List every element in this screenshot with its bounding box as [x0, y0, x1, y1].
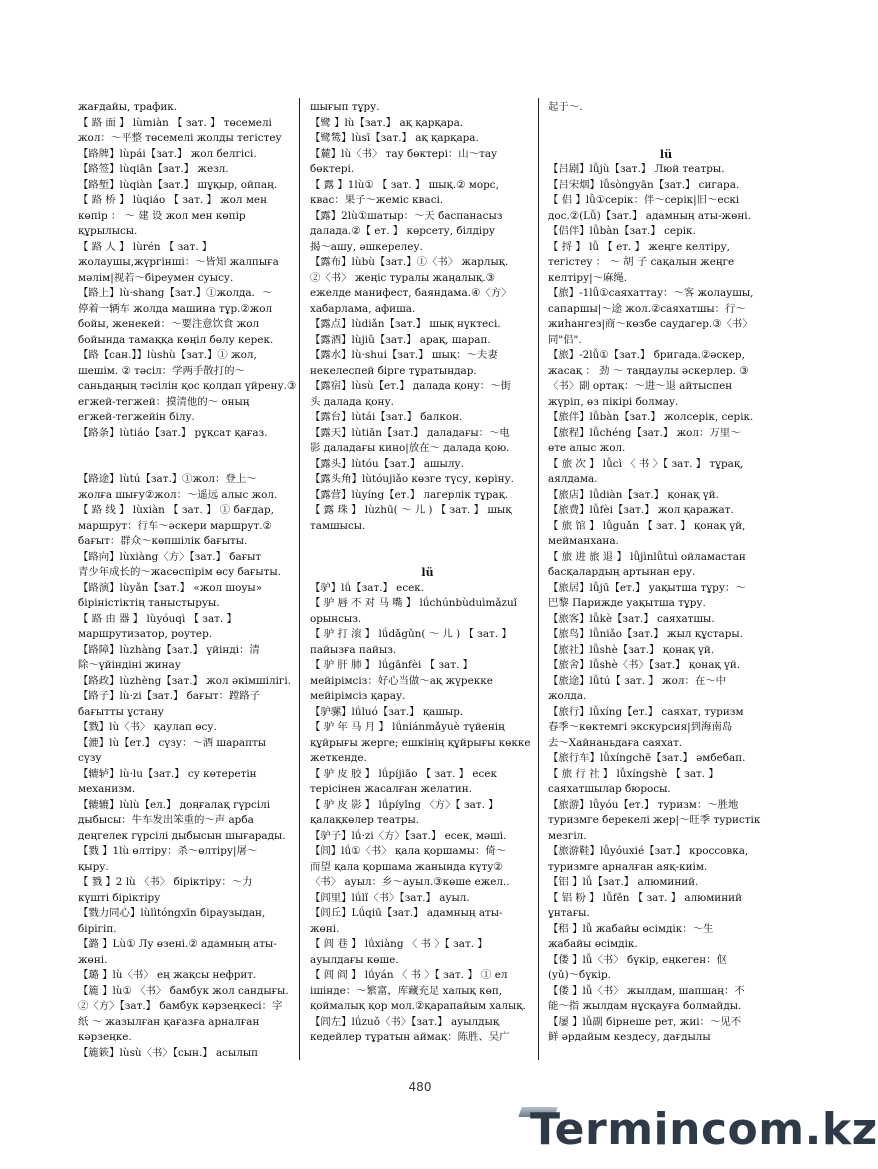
entry-line: 能～指 жылдам нұсқауға болмайды. [548, 1000, 742, 1012]
entry-line: маршрут：行车～әскери маршрут.② [78, 519, 272, 532]
entry-line: тегістеу ： ～ 胡 子 сақалын жеңге [548, 256, 735, 268]
page-number: 480 [408, 1080, 432, 1094]
entry-line: 【旅】-1lǚ①саяхаттау：～客 жолаушы, [548, 287, 754, 299]
entry-line: 【驴】lǘ【зат.】 есек. [310, 581, 425, 594]
entry-line: 【 露 】1lù① 【 зат. 】 шық.② морс, [310, 178, 499, 191]
entry-line: 【 路 线 】 lùxiàn 【 зат. 】 ① бағдар, [78, 504, 274, 516]
entry-line: 去～Хайнаньдаға саяхат. [548, 736, 683, 749]
entry-line: сапаршы|～途 жол.②саяхатшы：行～ [548, 302, 746, 315]
entry-line: 【 驴 唇 不 对 马 嘴 】 lǘchúnbùduìmǎzuǐ [310, 597, 518, 609]
entry-line: жол：～平整 төсемелі жолды тегістеу [78, 132, 282, 144]
entry-line: 【露酒】lùjiǔ【зат.】 арақ, шарап. [310, 333, 491, 346]
entry-line: 【旅店】lǚdiàn【зат.】 қонақ үй. [548, 488, 719, 501]
entry-line: 同"侣". [548, 333, 582, 346]
entry-line: деңгелек гүрсілі дыбысын шығарады. [78, 829, 286, 842]
entry-line: кедейлер тұратын аймақ：陈胜、吴广 [310, 1031, 510, 1043]
entry-line: күшті біріктіру [78, 891, 161, 904]
entry-line: 【戮 】1lù өлтіру：杀～өлтіру|屠～ [78, 845, 258, 857]
entry-line: 起于～. [548, 101, 583, 113]
entry-line: 停着一辆车 жолда машина тұр.②жол [78, 302, 273, 315]
entry-line: 【 闾 阎 】 lǘyán 〈 书 〉【 зат. 】 ① ел [310, 969, 508, 981]
column-divider-left [299, 98, 300, 1060]
entry-line: 【鹭 】lù【зат.】 ақ қарқара. [310, 116, 464, 129]
entry-line: аялдама. [548, 473, 598, 485]
entry-line: ауылдағы көше. [310, 953, 399, 966]
entry-line: 【旅舍】lǚshè〈书〉【зат.】 қонақ үй. [548, 659, 741, 671]
entry-line: 【麓】lù〈书〉 тау бөктері：山～тау [310, 147, 498, 160]
entry-line: 【辘轳】lù·lu【зат.】 су көтеретін [78, 767, 257, 780]
entry-line: мейманхана. [548, 535, 619, 547]
entry-line: 【露头】lùtóu【зат.】 ашылу. [310, 457, 464, 470]
entry-line: 【戮力同心】lùlìtóngxīn біраузыдан, [78, 907, 266, 919]
entry-line: бағытты ұстану [78, 705, 164, 718]
entry-line: 【驴子】lǘ·zi〈方〉【зат.】 есек, мәші. [310, 829, 507, 842]
entry-line: 影 даладағы кино|放在～ далада қою. [310, 442, 510, 454]
entry-line: 【偻 】lǚ〈书〉 бүкір, еңкеген：伛 [548, 953, 727, 966]
dictionary-column-2 [310, 100, 531, 1046]
entry-line: 【 侣 】lǚ①серік：伴～серік|旧～ескі [548, 194, 740, 206]
entry-line: 【露点】lùdiǎn【зат.】 шық нүктесі. [310, 318, 501, 330]
entry-line: егжей-тегжейін білу. [78, 411, 195, 423]
entry-line: бойы, женекей：～要注意饮食 жол [78, 318, 260, 330]
blank-line [310, 534, 527, 550]
entry-line: 【路条】lùtiáo【зат.】 рұқсат қағаз. [78, 426, 268, 439]
entry-line: жабайы өсімдік. [548, 938, 638, 950]
entry-line: 【露水】lù·shui【зат.】 шық：～夫妻 [310, 349, 498, 361]
blank-line [78, 441, 286, 457]
entry-line: бірігіп. [78, 922, 117, 935]
entry-line: 【露营】lùyíng【ет.】 лагерлік тұрақ. [310, 488, 509, 501]
entry-line: 【闾丘】Lǘqiū【зат.】 адамның аты- [310, 907, 503, 919]
entry-line: 【 铝 粉 】 lǚfěn 【 зат. 】 алюминий [548, 891, 743, 904]
entry-line: 【 旅 馆 】 lǚguǎn 【 зат. 】 қонақ үй, [548, 519, 746, 532]
entry-line: 【潞 】Lù① Лу өзені.② адамның аты- [78, 938, 277, 950]
entry-line: 纸 ～ жазылған қағазға арналған [78, 1015, 260, 1028]
entry-line: 而望 қала қоршама жанында күту② [310, 860, 503, 873]
entry-line: бөктері. [310, 163, 355, 175]
entry-line: 【 驴 皮 胶 】 lǘpíjiāo 【 зат. 】 есек [310, 767, 497, 780]
entry-line: біріністіктің таныстыруы. [78, 597, 220, 609]
entry-line: 【 路 由 器 】 lùyóuqì 【 зат. 】 [78, 612, 237, 625]
entry-line: пайызға пайыз. [310, 643, 397, 656]
blank-line [310, 550, 527, 566]
entry-line: кәрзеңке. [78, 1031, 132, 1043]
entry-line: 【路障】lùzhàng【зат.】 үйінді：清 [78, 643, 260, 656]
entry-line: тамшысы. [310, 519, 366, 532]
entry-line: 【吕宋烟】lǚsòngyān【зат.】 сигара. [548, 178, 740, 191]
entry-line: жүріп, өз пікірі болмау. [548, 395, 679, 408]
entry-line: қыру. [78, 860, 109, 873]
entry-line: 【路堑】lùqiàn【зат.】 шұқыр, ойпаң. [78, 178, 278, 191]
entry-line: келтіру|～麻绳. [548, 271, 628, 284]
entry-line: 【 闾 巷 】 lǘxiàng 〈 书 〉【 зат. 】 [310, 938, 488, 950]
entry-line: қалақкөлер театры. [310, 814, 420, 826]
entry-line: 【 路 人 】 lùrén 【 зат. 】 [78, 240, 213, 253]
entry-line: 【旅】-2lǚ①【зат.】 бригада.②әскер, [548, 349, 745, 361]
entry-line: басқалардың артынан еру. [548, 566, 696, 578]
entry-line: құйрығы жерге; ешкінің құйрығы көкке [310, 736, 531, 749]
entry-line: 【路演】lùyǎn【зат.】 «жол шоуы» [78, 581, 263, 594]
entry-line: саньдаңың тәсілін қос қолдап үйрену.③ [78, 380, 297, 392]
entry-line: 【旅程】lǚchéng【зат.】 жол：万里～ [548, 426, 741, 439]
entry-line: 【旅客】lǚkè【зат.】 саяхатшы. [548, 612, 715, 625]
entry-line: мейірімсіз қарау. [310, 690, 406, 702]
entry-line: 【路向】lùxiàng〈方〉【зат.】 бағыт [78, 550, 262, 563]
entry-line: мейірімсіз：好心当做～ақ жүрекке [310, 674, 493, 687]
entry-line: 【偻 】lǚ〈书〉 жылдам, шапшаң：不 [548, 984, 745, 997]
entry-line: хабарлама, афиша. [310, 302, 416, 315]
entry-line: 鲜 әрдайым кездесу, дағдылы [548, 1031, 711, 1043]
entry-line: 【 驴 肝 肺 】 lǘgānfèi 【 зат. 】 [310, 659, 473, 671]
entry-line: көпір ： ～ 建 设 жол мен көпір [78, 209, 246, 222]
entry-line: 【旅居】lǚjū【ет.】 уақытша тұру：～ [548, 581, 746, 594]
entry-line: туризмге берекелі жер|～旺季 туристік [548, 814, 761, 826]
entry-line: жолда. [548, 690, 587, 702]
entry-line: жөні. [78, 953, 108, 966]
entry-line: өте алыс жол. [548, 442, 626, 454]
entry-line: 【路【сан.】】lùshù【зат.】① жол, [78, 349, 257, 361]
entry-line: 【旅游】lǚyóu【ет.】 туризм：～胜地 [548, 798, 739, 811]
entry-line: туризмге арналған аяқ-киім. [548, 860, 708, 873]
entry-line: 【路途】lùtú【зат.】①жол：登上～ [78, 473, 257, 485]
site-logo[interactable] [520, 1095, 878, 1165]
entry-line: 【侣伴】lǚbàn【зат.】 серік. [548, 225, 696, 237]
entry-line: 【路上】lù·shang【зат.】①жолда．～ [78, 287, 273, 299]
entry-line: жеткенде. [310, 752, 367, 764]
entry-line: шығып тұру. [310, 101, 380, 113]
entry-line: далада.②【 ет. 】 көрсету, білдіру [310, 225, 495, 237]
entry-line: маршрутизатор, роутер. [78, 628, 213, 640]
entry-line: 【旅行车】lǚxíngchē【зат.】 әмбебап. [548, 752, 746, 764]
entry-line: 【吕剧】lǚjù【зат.】 Люй театры. [548, 163, 725, 175]
entry-line: бағыт：群众～көпшілік бағыты. [78, 535, 248, 547]
entry-line: 【驴骡】lǘluó【зат.】 қашыр. [310, 705, 464, 718]
entry-line: 【 驴 年 马 月 】 lǘniánmǎyuè түйенің [310, 721, 505, 733]
entry-line: 【旅游鞋】lǚyóuxié【зат.】 кроссовка, [548, 845, 749, 857]
entry-line: 春季～көктемгі экскурсия|到海南岛 [548, 721, 733, 733]
dictionary-column-1 [78, 100, 297, 1061]
column-divider-right [538, 98, 539, 1060]
entry-line: 【璐 】lù〈书〉 ең жақсы нефрит. [78, 969, 257, 981]
entry-line: 【路政】lùzhèng【зат.】 жол әкімшілігі. [78, 674, 291, 687]
entry-line: ұнтағы. [548, 907, 590, 919]
logo-text: Termincom.kz [530, 1104, 878, 1155]
entry-line: жөні. [310, 922, 340, 935]
entry-line: жиһангез|商～көзбе саудагер.③〈书〉 [548, 318, 753, 330]
entry-line: ②〈书〉 жеңіс туралы жаңалық.③ [310, 271, 495, 284]
entry-line: 【漉】lù【ет.】 сүзу：～酒 шарапты [78, 736, 267, 749]
entry-line: 【铝 】lǚ【зат.】 алюминий. [548, 876, 699, 888]
entry-line: құрылысы. [78, 225, 138, 237]
entry-line: 【旅途】lǚtú【 зат. 】 жол：在～中 [548, 674, 727, 687]
entry-line: бойында тамаққа көңіл бөлу керек. [78, 333, 274, 346]
entry-line: 【辘辘】lùlù【ел.】 доңғалақ гүрсілі [78, 798, 271, 811]
entry-line: ішінде：～繁富，库藏充足 халық көп, [310, 984, 503, 997]
entry-line: ежелде манифест, баяндама.④〈方〉 [310, 287, 512, 299]
entry-line: мәлім|视若～біреумен суысу. [78, 271, 234, 284]
entry-line: 【闾里】lǘlǐ〈书〉【зат.】 ауыл. [310, 891, 470, 904]
entry-line: некелеспей бірге тұратындар. [310, 364, 477, 377]
entry-line: 【旅行】lǚxíng【ет.】 саяхат, туризм [548, 705, 744, 718]
entry-line: 【 旅 次 】 lǚcì 〈 书 〉【 зат. 】 тұрақ, [548, 457, 744, 470]
entry-line: 揭～ашу, әшкерелеу. [310, 240, 423, 253]
entry-line: 〈书〉副 ортақ：～进～退 айтыспен [548, 380, 733, 392]
entry-line: 【闾】lǘ①〈书〉 қала қоршамы：倚～ [310, 845, 507, 857]
entry-line: квас：果子～жеміс квасі. [310, 194, 444, 206]
entry-line: 【 戮 】2 lù 〈书〉 біріктіру：～力 [78, 876, 253, 888]
entry-line: қоймалық қор мол.②қарапайым халық. [310, 1000, 526, 1012]
entry-line: 【露台】lùtái【зат.】 балкон. [310, 411, 463, 423]
entry-line: 【露】2lù①шатыр：～天 баспанасыз [310, 209, 503, 222]
entry-line: мезгіл. [548, 829, 587, 842]
section-heading: lü [659, 147, 673, 161]
entry-line: (yǔ)～бүкір. [548, 969, 611, 981]
entry-line: 头 далада қону. [310, 395, 394, 408]
entry-line: 【 路 面 】 lùmiàn 【 зат. 】 төсемелі [78, 116, 272, 129]
entry-line: егжей-тегжей：摸清他的～ оның [78, 395, 250, 408]
entry-line: жолаушы,жүргінші：～皆知 жалпыға [78, 256, 279, 268]
entry-line: 青少年成长的～жасөспірім өсу бағыты. [78, 566, 281, 578]
entry-line: 【戮】lù〈书〉 қаулап өсу. [78, 721, 217, 733]
entry-line: дос.②(Lǚ)【зат.】 адамның аты-жөні. [548, 209, 751, 222]
entry-line: шешім. ② тәсіл：学两手散打的～ [78, 364, 245, 377]
entry-line: 【路子】lù·zi【зат.】 бағыт：蹚路子 [78, 690, 261, 702]
entry-line: 【闾左】lǘzuǒ〈书〉【зат.】 ауылдық [310, 1015, 500, 1028]
section-heading: lü [421, 566, 434, 579]
entry-line: 【露布】lùbù【зат.】①〈书〉 жарлық. [310, 256, 509, 268]
entry-line: 【旅费】lǚfèi【зат.】 жол қаражат. [548, 504, 734, 516]
entry-line: механизм. [78, 783, 136, 795]
entry-line: 【露天】lùtiān【зат.】 даладағы：～电 [310, 426, 510, 439]
entry-line: 除～үйіндіні жинау [78, 659, 181, 671]
entry-line: 巴黎 Парижде уақытша тұру. [548, 597, 706, 609]
entry-line: 【稆 】lǚ жабайы өсімдік：～生 [548, 922, 714, 935]
entry-line: 【簏簌】lùsù〈书〉【сын.】 асылып [78, 1046, 259, 1059]
entry-line: сүзу [78, 752, 102, 764]
entry-line: орынсыз. [310, 612, 362, 625]
entry-line: жағдайы, трафик. [78, 101, 178, 113]
entry-line: 〈书〉 ауыл：乡～ауыл.③көше ежел.. [310, 876, 510, 888]
entry-line: жолға шығу②жол：～遥远 алыс жол. [78, 488, 278, 501]
blank-line [548, 116, 766, 132]
entry-line: 【簏 】lù① 〈书〉 бамбук жол сандығы. [78, 984, 289, 997]
entry-line: 【 露 珠 】 lùzhū( ～ 儿 ) 【 зат. 】 шық [310, 504, 512, 516]
entry-line: 【 驴 打 滚 】 lǘdǎgǔn( ～ 儿 ) 【 зат. 】 [310, 628, 512, 640]
entry-line: 【 旅 行 社 】 lǚxíngshè 【 зат. 】 [548, 767, 719, 780]
blank-line [548, 131, 766, 147]
entry-line: 【旅伴】lǚbàn【зат.】 жолсерік, серік. [548, 411, 754, 423]
entry-line: 【 捋 】 lǚ 【 ет. 】 жеңге келтіру, [548, 240, 730, 253]
entry-line: 【鹭鸶】lùsī【зат.】 ақ қарқара. [310, 132, 479, 144]
blank-line [78, 457, 286, 473]
entry-line: 【 路 桥 】 lùqiáo 【 зат. 】 жол мен [78, 194, 267, 206]
entry-line: жасақ ： 劲 ～ таңдаулы әскерлер. ③ [548, 364, 749, 377]
entry-line: ②〈方〉【зат.】 бамбук кәрзеңкесі：字 [78, 1000, 283, 1012]
entry-line: 【旅鸟】lǚniǎo【зат.】 жыл құстары. [548, 628, 743, 640]
entry-line: 【露宿】lùsù【ет.】 далада қону：～街 [310, 380, 511, 392]
entry-line: дыбысы：牛车发出笨重的～声 арба [78, 814, 254, 826]
entry-line: 【 旅 进 旅 退 】 lǚjìnlǚtuì ойламастан [548, 550, 746, 563]
entry-line: 【路签】lùqiān【зат.】 жезл. [78, 163, 229, 175]
entry-line: 【 驴 皮 影 】 lǘpíyǐng 〈方〉【 зат. 】 [310, 798, 499, 811]
entry-line: 【露头角】lùtóujiǎo көзге түсу, көріну. [310, 473, 514, 485]
entry-line: 【屡 】lǚ副 бірнеше рет, жиі：～见不 [548, 1015, 742, 1028]
dictionary-column-3 [548, 100, 766, 1046]
entry-line: саяхатшылар бюросы. [548, 783, 671, 795]
entry-line: 【旅社】lǚshè【зат.】 қонақ үй. [548, 643, 715, 656]
entry-line: терісінен жасалған желатин. [310, 783, 472, 795]
entry-line: 【路牌】lùpái【зат.】 жол белгісі. [78, 147, 257, 160]
